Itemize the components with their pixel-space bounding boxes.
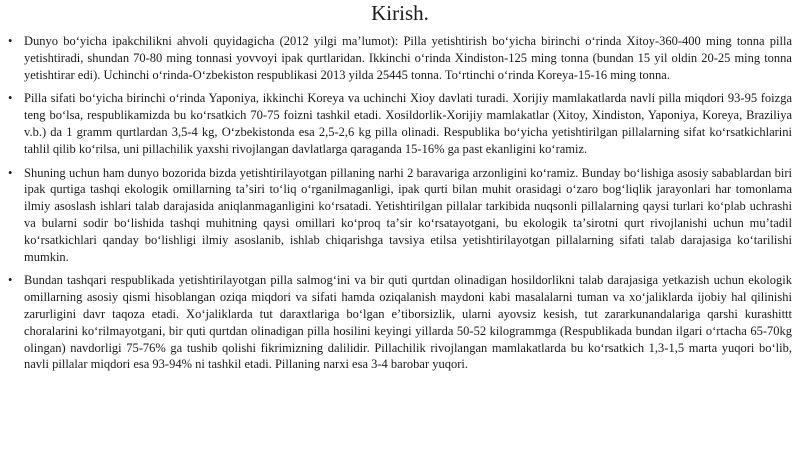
paragraph-text: Shuning uchun ham dunyo bozorida bizda yetishtirilayotgan pillaning narhi 2 baravariga arzonligini koʻramiz. Bunday boʻlishiga asosiy sabablardan biri ipak qurtiga tashqi ekologik omillarning taʼsiri toʻliq oʻrganilmaganligi, ipak qurti bilan muhit orasidagi oʻzaro bogʻliqlik jarayonlari har tomonlama ilmiy asoslash ishlari talab darajasida aniqlanmaganligini koʻrsatadi. Yetishtirilgan pillalar tarkibida nuqsonli pillalarning qaysi turlari koʻplab uchrashi va bularni sodir boʻlishida tashqi muhitning qaysi omillari koʻproq taʼsir koʻrsatayotgani, bu ekologik taʼsirotni qurt rivojlanishi uchun muʼtadil koʻrsatkichlari qanday boʻlishligi ilmiy asoslanib, ishlab chiqarishga tavsiya etilsa yetishtirilayotgan pillalarning sifati talab darajasiga koʻtarilishi mumkin. — [24, 165, 792, 264]
bullet-paragraph-2 — [8, 90, 792, 157]
bullet-paragraph-4 — [8, 272, 792, 373]
bullet-icon: • — [8, 91, 13, 106]
bullet-list — [8, 33, 792, 380]
slide-title: Kirish. — [371, 1, 429, 25]
bullet-icon: • — [8, 34, 13, 48]
bullet-icon: • — [8, 165, 13, 180]
paragraph-text: Bundan tashqari respublikada yetishtirilayotgan pilla salmogʻini va bir quti qurtdan olinadigan hosildorlikni talab darajasiga yetkazish uchun ekologik omillarning asosiy qismi hisoblangan oziqa miqdori va sifati hamda oziqalanish maydoni kabi masalalarni tuman va xoʻjaliklarda ijobiy hal qilinishi zarurligini davr taqoza etadi. Xoʻjaliklarda tut daraxtlariga boʻlgan eʼtiborsizlik, ularni ayovsiz kesish, tut zararkunandalariga qarshi kurashittt choralarini koʻrilmayotgani, bir quti qurtdan olinadigan pilla hosilini keyingi yillarda 50-52 kilogrammga (Respublikada bundan ilgari oʻrtacha 65-70kg olingan) navdorligi 75-76% ga tushib qolishi fikrimizning dalilidir. Pillachilik rivojlangan mamlakatlarda bu koʻrsatkich 1,3-1,5 marta yuqori boʻlib, navli pillalar miqdori esa 93-94% ni tashkil etadi. Pillaning narxi esa 3-4 barobar yuqori. — [24, 273, 792, 372]
bullet-paragraph-3 — [8, 165, 792, 266]
paragraph-text: Dunyo boʻyicha ipakchilikni ahvoli quyidagicha (2012 yilgi maʼlumot): Pilla yetishtirish boʻyicha birinchi oʻrinda Xitoy-360-400 ming tonna pilla yetishtiradi, shundan 70-80 ming tonnasi yovvoyi ipak qurtlaridan. Ikkinchi oʻrinda Xindiston-125 ming tonna (bundan 15 yil oldin 20-25 ming tonna yetishtirar edi). Uchinchi oʻrinda-Oʻzbekiston respublikasi 2013 yilda 25445 tonna. Toʻrtinchi oʻrinda Koreya-15-16 ming tonna. — [24, 34, 792, 82]
bullet-icon: • — [8, 273, 13, 288]
paragraph-text: Pilla sifati boʻyicha birinchi oʻrinda Yaponiya, ikkinchi Koreya va uchinchi Xioy davlati turadi. Xorijiy mamlakatlarda navli pilla miqdori 93-95 foizga teng boʻlsa, respublikamizda bu koʻrsatkich 70-75 foizni tashkil etadi. Xosildorlik-Xorijiy mamlakatlar (Xitoy, Xindiston, Yaponiya, Koreya, Braziliya v.b.) da 1 gramm qurtlardan 3,5-4 kg, Oʻzbekistonda esa 2,5-2,6 kg pilla olinadi. Respublika boʻyicha yetishtirilgan pillalarning sifat koʻrsatkichlarini tahlil qilib koʻrilsa, uni pillachilik yaxshi rivojlangan davlatlarga qaraganda 15-16% ga past ekanligini koʻramiz. — [24, 91, 792, 156]
bullet-paragraph-1 — [8, 33, 792, 83]
